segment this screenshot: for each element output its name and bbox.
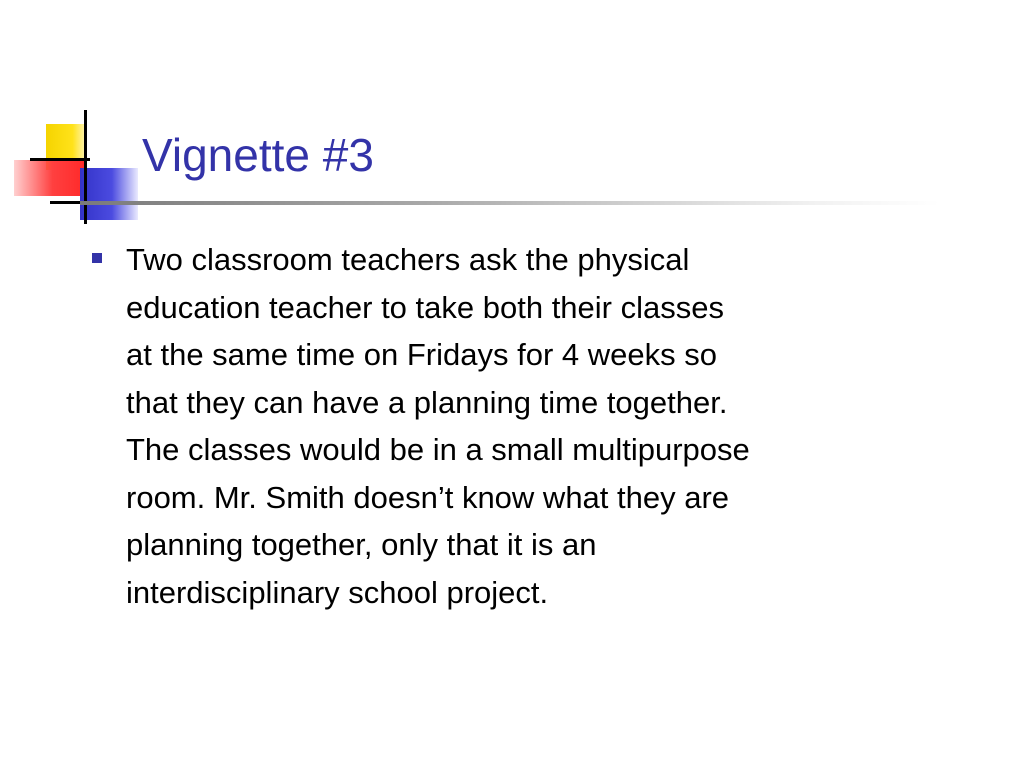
bullet-text: Two classroom teachers ask the physical education teacher to take both their classes at the same time on Fridays for 4 weeks so that they can have a planning time together. The classes would be in a small multipurpose room. Mr. Smith doesn’t know what they are planning together, only that it is an interdisciplinary school project. bbox=[126, 242, 750, 610]
horizontal-line-decoration-top bbox=[30, 158, 90, 161]
blue-square-decoration bbox=[80, 168, 138, 220]
square-bullet-icon bbox=[92, 253, 102, 263]
bullet-item bbox=[88, 236, 948, 616]
slide-title: Vignette #3 bbox=[142, 129, 374, 181]
bullet-list bbox=[88, 236, 948, 616]
title-underline-rule bbox=[80, 201, 940, 205]
red-square-decoration bbox=[14, 160, 84, 196]
vertical-line-decoration bbox=[84, 110, 87, 224]
